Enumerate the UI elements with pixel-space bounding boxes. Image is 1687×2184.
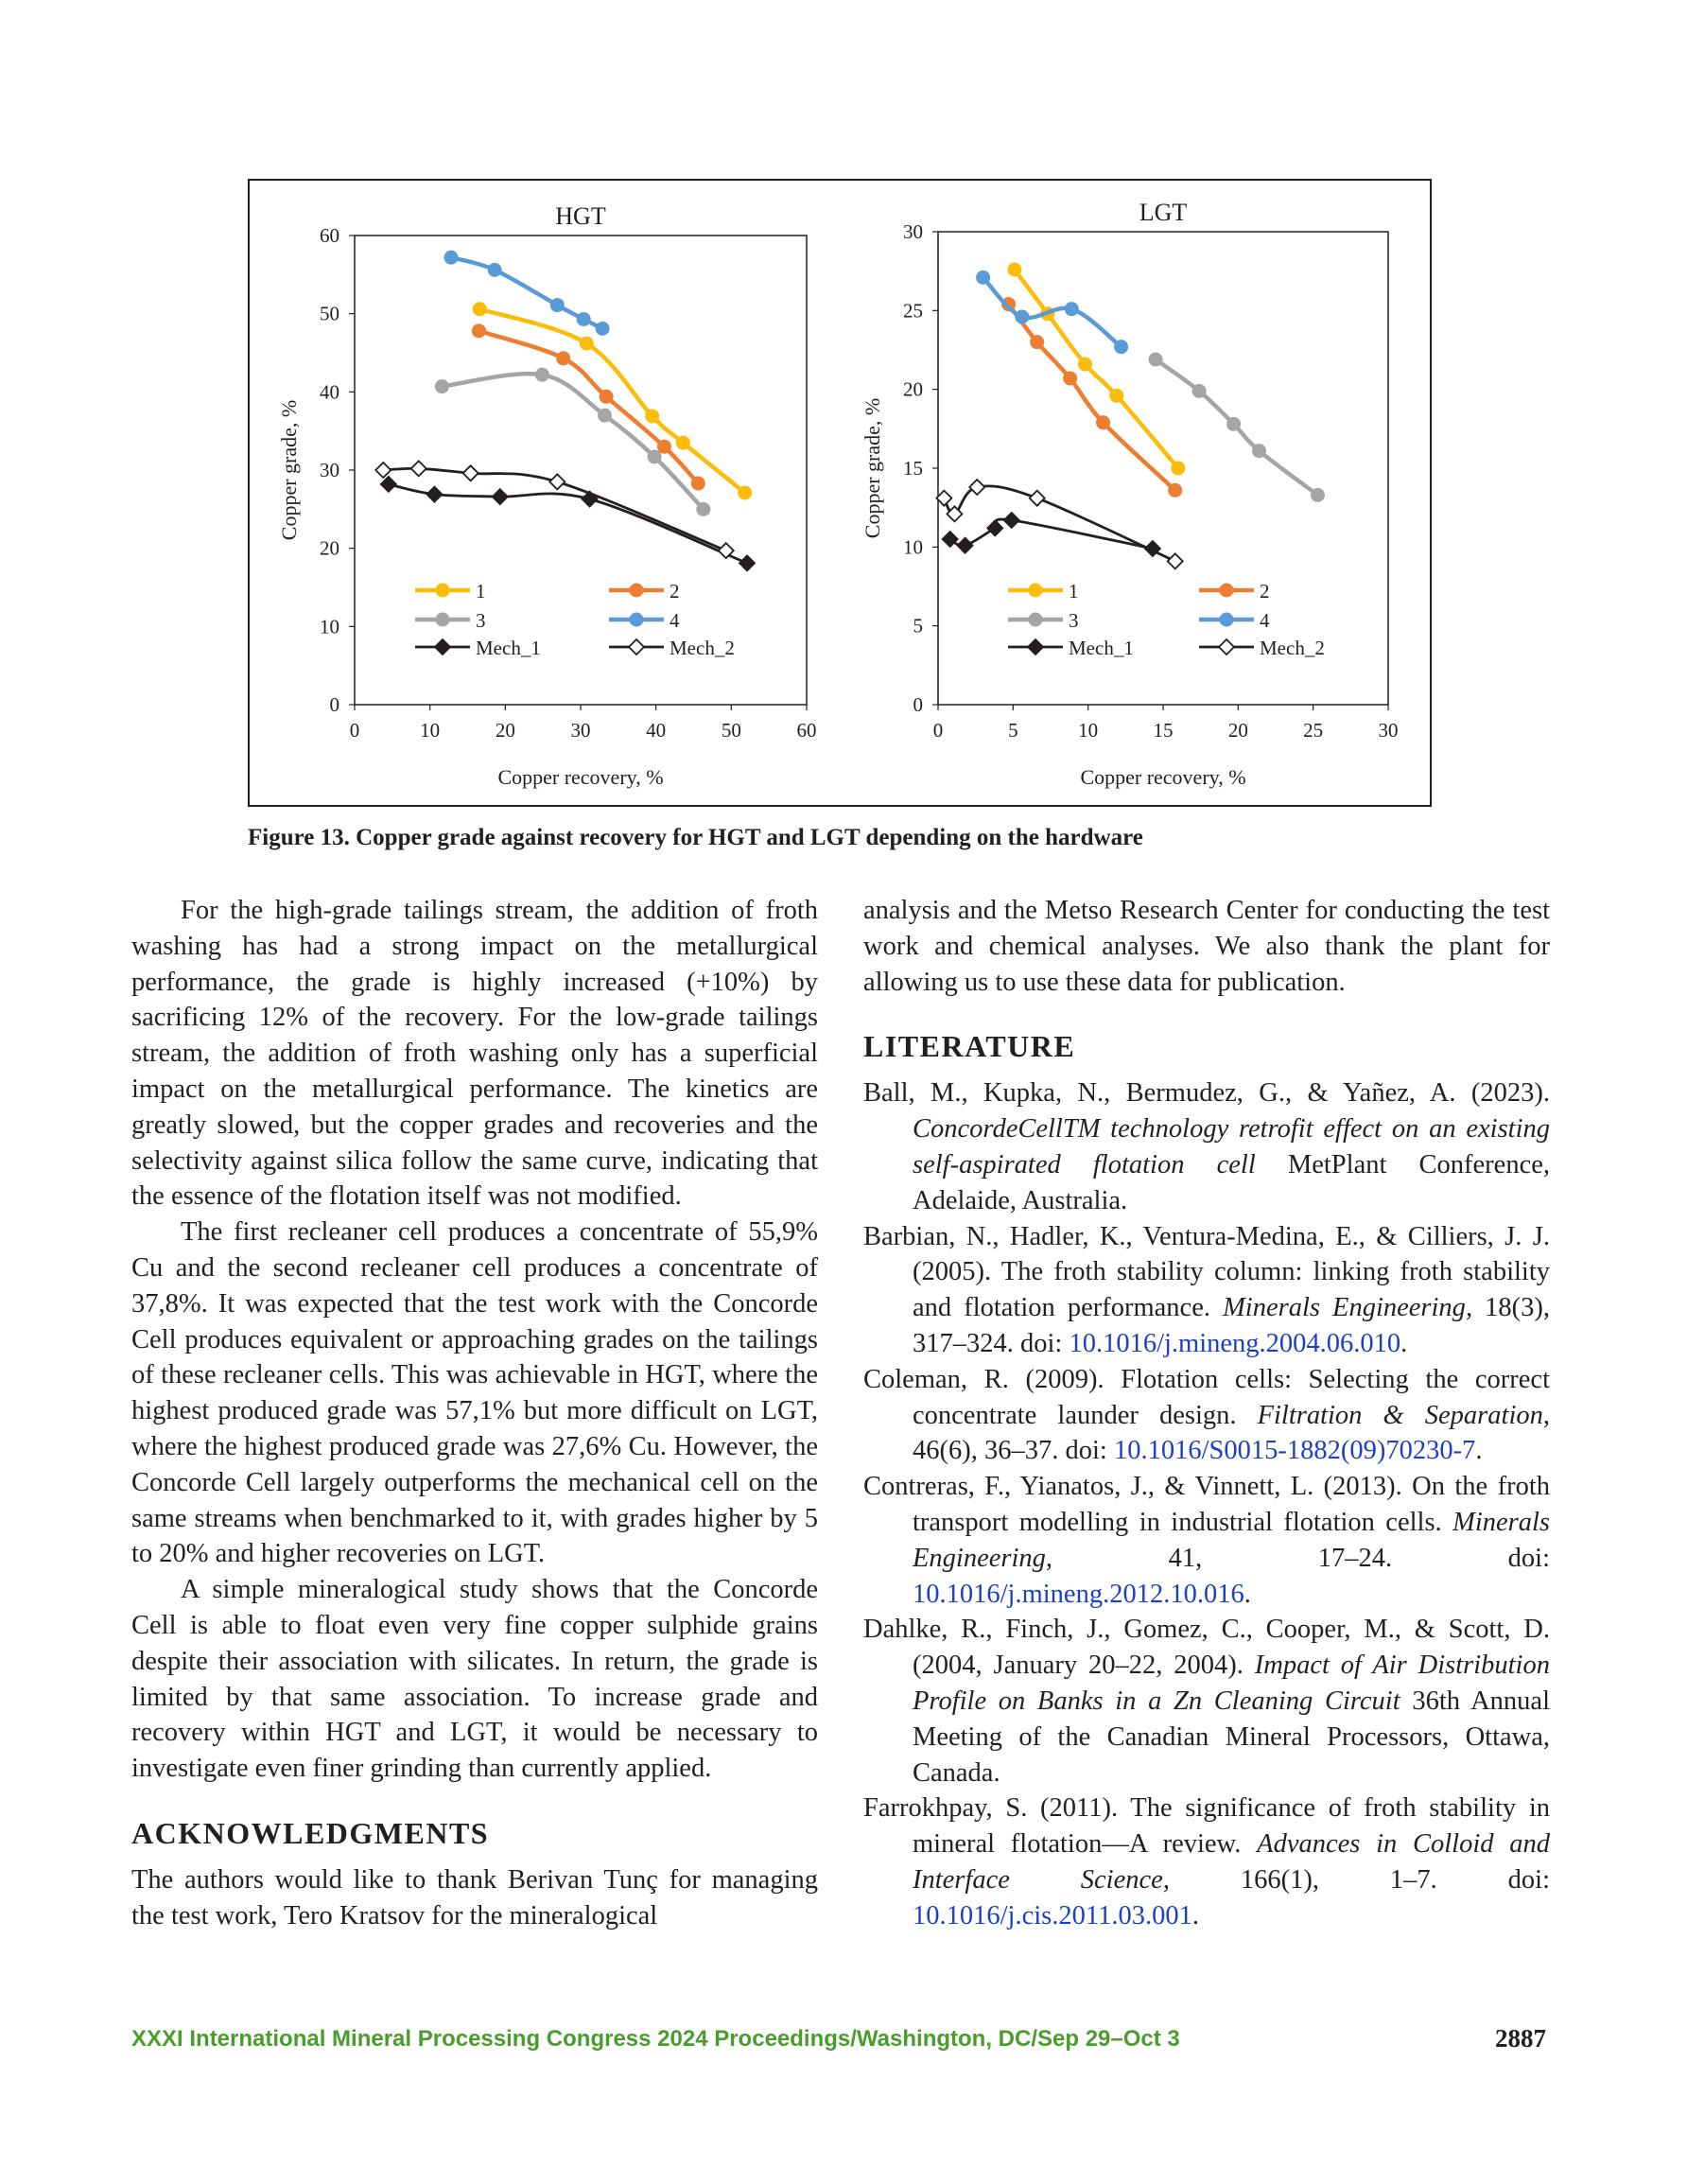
- data-point: [1015, 310, 1029, 324]
- legend-label: Mech_2: [670, 637, 735, 659]
- data-point: [596, 322, 610, 336]
- paragraph: A simple mineralogical study shows that the Concorde Cell is able to float even very fine copper sulphide grains despite their association with silicates. In return, the grade is limited by that same association. To increase grade and recovery within HGT and LGT, it would be necessary to investigate even finer grinding than currently applied.: [131, 1575, 818, 1784]
- figure-frame: [248, 179, 1432, 807]
- series-1: [1007, 263, 1185, 476]
- reference-authors: Ball, M., Kupka, N., Bermudez, G., & Yañez, A. (2023).: [863, 1078, 1550, 1109]
- series-mech-2: [936, 480, 1182, 568]
- reference-end: .: [1475, 1436, 1483, 1466]
- x-tick-label: 10: [1078, 719, 1099, 742]
- legend-label: 2: [670, 580, 680, 603]
- legend-item: [609, 609, 680, 632]
- legend-marker: [436, 613, 450, 627]
- data-point: [1004, 513, 1019, 528]
- legend-item: [1199, 609, 1270, 632]
- y-tick-label: 15: [903, 457, 923, 480]
- right-column: [863, 893, 1550, 1934]
- legend-item: [609, 580, 680, 603]
- data-point: [473, 302, 487, 316]
- reference-item: [863, 1612, 1550, 1791]
- reference-title: Filtration & Separation: [1257, 1400, 1543, 1430]
- legend-item: [1008, 637, 1134, 659]
- x-tick-label: 5: [1008, 719, 1018, 742]
- data-point: [1030, 491, 1045, 506]
- data-point: [648, 449, 662, 463]
- x-axis-label: Copper recovery, %: [1080, 765, 1246, 789]
- legend-item: [415, 580, 486, 603]
- data-point: [676, 436, 690, 450]
- series-line: [479, 331, 699, 483]
- series-2: [1001, 297, 1182, 498]
- acknowledgments-text: The authors would like to thank Berivan Tunç for managing the test work, Tero Kratsov for the mineralogical: [131, 1864, 818, 1931]
- data-point: [1096, 415, 1110, 429]
- data-point: [645, 409, 659, 423]
- acknowledgments-heading: ACKNOWLEDGMENTS: [131, 1815, 490, 1850]
- legend-item: [415, 637, 541, 659]
- series-line: [944, 486, 1174, 562]
- hgt-chart: [277, 202, 817, 789]
- legend: [415, 580, 735, 659]
- figure-13-charts: [250, 181, 1430, 805]
- data-point: [969, 480, 984, 495]
- data-point: [1192, 384, 1207, 398]
- reference-item: [863, 1791, 1550, 1933]
- y-tick-label: 25: [903, 299, 923, 323]
- data-point: [600, 390, 614, 404]
- reference-details: , 18(3), 317–324. doi:: [913, 1293, 1550, 1358]
- legend-label: 1: [476, 580, 486, 603]
- data-point: [1171, 462, 1185, 476]
- data-point: [1065, 302, 1079, 316]
- legend-marker: [436, 584, 450, 598]
- data-point: [1311, 488, 1325, 502]
- y-tick-label: 60: [320, 224, 339, 247]
- doi-link[interactable]: 10.1016/S0015-1882(09)70230-7: [1113, 1436, 1476, 1466]
- legend-label: Mech_1: [476, 637, 541, 659]
- x-tick-label: 60: [796, 719, 817, 742]
- series-mech-2: [375, 461, 733, 558]
- legend-label: 3: [1069, 609, 1079, 632]
- data-point: [1063, 372, 1077, 386]
- doi-link[interactable]: 10.1016/j.mineng.2004.06.010: [1069, 1328, 1401, 1358]
- data-point: [435, 379, 449, 393]
- x-tick-label: 50: [721, 719, 741, 742]
- reference-end: .: [1400, 1328, 1408, 1358]
- page-number: 2887: [1495, 2024, 1546, 2053]
- x-tick-label: 25: [1303, 719, 1324, 742]
- y-tick-label: 20: [320, 536, 339, 560]
- chart-title: HGT: [555, 202, 606, 230]
- legend-marker: [630, 584, 644, 598]
- series-line: [950, 519, 1153, 549]
- chart-title: LGT: [1139, 199, 1188, 226]
- legend-item: [1199, 580, 1270, 603]
- data-point: [535, 368, 549, 382]
- data-point: [381, 477, 396, 492]
- doi-link[interactable]: 10.1016/j.mineng.2012.10.016: [913, 1579, 1244, 1609]
- legend-marker: [1220, 613, 1234, 627]
- reference-title: ConcordeCellTM technology retrofit effect on an existing self-aspirated flotation cell: [913, 1114, 1550, 1179]
- x-tick-label: 20: [1227, 719, 1248, 742]
- y-axis-label: Copper grade, %: [861, 397, 884, 539]
- data-point: [556, 351, 570, 365]
- reference-item: [863, 1469, 1550, 1612]
- reference-item: [863, 1075, 1550, 1218]
- series-line: [1015, 270, 1178, 468]
- series-mech-1: [381, 477, 755, 570]
- data-point: [488, 263, 502, 277]
- data-point: [549, 474, 565, 489]
- x-tick-label: 15: [1153, 719, 1174, 742]
- reference-authors: Coleman, R. (2009). Flotation cells: Selecting the correct concentrate launder design.: [863, 1364, 1550, 1430]
- legend-marker: [1219, 639, 1234, 655]
- legend-marker: [1029, 584, 1043, 598]
- data-point: [739, 555, 755, 570]
- data-point: [411, 461, 426, 476]
- data-point: [1109, 389, 1123, 403]
- legend: [1008, 580, 1325, 659]
- x-tick-label: 10: [420, 719, 441, 742]
- legend-marker: [1029, 613, 1043, 627]
- reference-details: 36th Annual Meeting of the Canadian Mineral Processors, Ottawa, Canada.: [913, 1686, 1550, 1788]
- y-tick-label: 0: [913, 693, 923, 716]
- data-point: [577, 312, 591, 326]
- y-tick-label: 5: [913, 614, 923, 638]
- legend-marker: [1220, 584, 1234, 598]
- y-tick-label: 10: [903, 535, 923, 559]
- data-point: [493, 489, 508, 504]
- x-axis-label: Copper recovery, %: [497, 765, 664, 789]
- legend-marker: [435, 639, 450, 655]
- legend-label: 4: [1260, 609, 1270, 632]
- data-point: [738, 485, 752, 499]
- legend-label: 3: [476, 609, 486, 632]
- data-point: [463, 465, 478, 480]
- reference-authors: Farrokhpay, S. (2011). The significance of froth stability in mineral flotation—A review.: [863, 1793, 1550, 1860]
- x-tick-label: 40: [646, 719, 667, 742]
- data-point: [1149, 353, 1163, 367]
- data-point: [550, 298, 565, 312]
- reference-authors: Dahlke, R., Finch, J., Gomez, C., Cooper, M., & Scott, D. (2004, January 20–22, 2004).: [863, 1615, 1550, 1681]
- x-tick-label: 0: [349, 719, 360, 742]
- legend-marker: [1028, 639, 1043, 655]
- legend-item: [1199, 637, 1325, 659]
- x-tick-label: 30: [570, 719, 591, 742]
- data-point: [691, 477, 705, 491]
- data-point: [657, 440, 671, 454]
- series-line: [983, 277, 1122, 346]
- data-point: [1168, 483, 1182, 498]
- data-point: [1168, 553, 1183, 568]
- reference-item: [863, 1219, 1550, 1362]
- reference-end: .: [1191, 1900, 1199, 1931]
- data-point: [1007, 263, 1021, 277]
- literature-heading: LITERATURE: [863, 1029, 1076, 1064]
- y-tick-label: 30: [320, 459, 339, 481]
- series-line: [1009, 305, 1175, 491]
- reference-list: [863, 1075, 1550, 1933]
- reference-authors: Contreras, F., Yianatos, J., & Vinnett, L. (2013). On the froth transport modelling in industrial flotation cells.: [863, 1472, 1550, 1537]
- reference-title: Impact of Air Distribution Profile on Banks in a Zn Cleaning Circuit: [913, 1651, 1550, 1716]
- data-point: [958, 538, 973, 553]
- doi-link[interactable]: 10.1016/j.cis.2011.03.001: [913, 1900, 1192, 1931]
- reference-item: [863, 1362, 1550, 1469]
- lgt-chart: [861, 199, 1399, 789]
- y-tick-label: 20: [903, 377, 923, 401]
- y-tick-label: 30: [903, 220, 923, 243]
- legend-item: [1008, 609, 1079, 632]
- paragraph: For the high-grade tailings stream, the addition of froth washing has had a strong impact on the metallurgical performance, the grade is highly increased (+10%) by sacrificing 12% of the recovery. For the low-grade tailings stream, the addition of froth washing only has a superficial impact on the metallurgical performance. The kinetics are greatly slowed, but the copper grades and recoveries and the selectivity against silica follow the same curve, indicating that the essence of the flotation itself was not modified.: [131, 896, 818, 1212]
- y-tick-label: 0: [329, 693, 339, 716]
- left-column: [131, 893, 818, 1934]
- legend-label: 4: [670, 609, 680, 632]
- x-tick-label: 0: [932, 719, 944, 742]
- data-point: [696, 502, 710, 516]
- data-point: [1226, 417, 1241, 431]
- reference-details: , 41, 17–24. doi:: [1045, 1543, 1550, 1573]
- reference-details: MetPlant Conference, Adelaide, Australia.: [913, 1149, 1550, 1215]
- footer-conference: XXXI International Mineral Processing Congress 2024 Proceedings/Washington, DC/Sep 29–Oct 3: [131, 2026, 1180, 2052]
- data-point: [976, 271, 990, 285]
- figure-caption: Figure 13. Copper grade against recovery for HGT and LGT depending on the hardware: [248, 825, 1143, 850]
- x-tick-label: 30: [1378, 719, 1399, 742]
- y-axis-label: Copper grade, %: [277, 399, 301, 541]
- paragraph: The first recleaner cell produces a concentrate of 55,9% Cu and the second recleaner cell produces a concentrate of 37,8%. It was expected that the test work with the Concorde Cell produces equivalent or approaching grades on the tailings of these recleaner cells. This was achievable in HGT, where the highest produced grade was 57,1% but more difficult on LGT, where the highest produced grade was 27,6% Cu. However, the Concorde Cell largely outperforms the mechanical cell on the same streams when benchmarked to it, with grades higher by 5 to 20% and higher recoveries on LGT.: [131, 1217, 818, 1569]
- legend-item: [609, 637, 735, 659]
- data-point: [598, 409, 612, 423]
- legend-label: Mech_2: [1260, 637, 1325, 659]
- reference-end: .: [1244, 1579, 1251, 1609]
- series-3: [1149, 353, 1325, 502]
- reference-title: Minerals Engineering: [913, 1507, 1550, 1573]
- legend-label: Mech_1: [1069, 637, 1134, 659]
- legend-marker: [629, 639, 644, 655]
- series-4: [976, 271, 1128, 354]
- x-tick-label: 20: [495, 719, 515, 742]
- y-tick-label: 50: [320, 302, 339, 325]
- data-point: [1114, 340, 1128, 354]
- reference-authors: Barbian, N., Hadler, K., Ventura-Medina, E., & Cilliers, J. J. (2005). The froth stability column: linking froth stability and flotation performance.: [863, 1221, 1550, 1323]
- data-point: [1078, 358, 1092, 372]
- y-tick-label: 10: [320, 615, 339, 638]
- reference-details: , 46(6), 36–37. doi:: [913, 1400, 1550, 1466]
- legend-marker: [630, 613, 644, 627]
- legend-label: 2: [1260, 580, 1270, 603]
- data-point: [580, 337, 594, 351]
- series-mech-1: [943, 513, 1160, 556]
- data-point: [472, 323, 486, 338]
- data-point: [375, 463, 391, 478]
- legend-item: [1008, 580, 1079, 603]
- acknowledgments-text-continued: analysis and the Metso Research Center for conducting the test work and chemical analyses. We also thank the plant for allowing us to use these data for publication.: [863, 896, 1550, 997]
- reference-details: , 166(1), 1–7. doi:: [1162, 1864, 1550, 1895]
- data-point: [426, 487, 442, 502]
- data-point: [1030, 335, 1044, 349]
- data-point: [443, 251, 458, 265]
- data-point: [1252, 444, 1266, 458]
- y-tick-label: 40: [320, 380, 339, 404]
- legend-item: [415, 609, 486, 632]
- legend-label: 1: [1069, 580, 1079, 603]
- reference-title: Minerals Engineering: [1223, 1293, 1466, 1323]
- reference-title: Advances in Colloid and Interface Science: [913, 1829, 1550, 1895]
- data-point: [987, 520, 1002, 535]
